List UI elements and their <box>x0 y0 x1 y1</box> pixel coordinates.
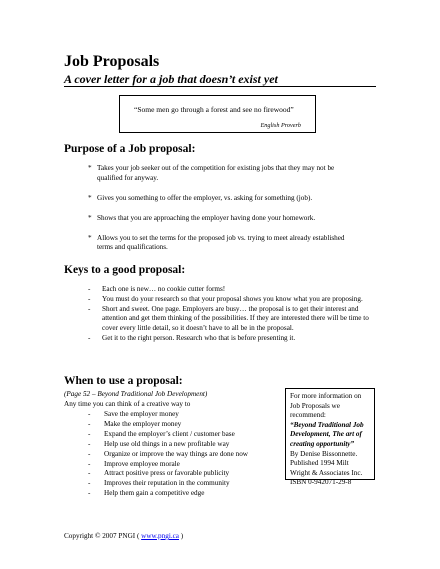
list-item-text: Short and sweet. One page. Employers are busy… the proposal is to get their interest and attention and get them thinking of the possibilities. If they are interested there will be time to cover every little detail, so it doesn’t have to all be in the proposal. <box>102 304 369 333</box>
bullet-marker: * <box>88 213 92 222</box>
when-heading: When to use a proposal: <box>64 375 183 387</box>
keys-list <box>88 285 374 344</box>
bullet-marker: - <box>88 469 91 478</box>
recommendation-intro: For more information on Job Proposals we recommend: <box>290 392 362 420</box>
list-item-text: Help them gain a competitive edge <box>104 489 205 498</box>
when-intro: Any time you can think of a creative way to <box>64 400 191 408</box>
list-item-text: Improves their reputation in the community <box>104 479 230 488</box>
bullet-marker: - <box>88 479 91 488</box>
list-item-text: Make the employer money <box>104 419 182 428</box>
list-item-text: Gives you something to offer the employer, vs. asking for something (job). <box>97 193 313 202</box>
bullet-marker: - <box>88 304 91 313</box>
bullet-marker: - <box>88 285 91 293</box>
list-item <box>88 410 288 420</box>
bullet-marker: - <box>88 439 91 448</box>
copyright-text: Copyright © 2007 PNGI ( <box>64 532 140 540</box>
list-item-text: You must do your research so that your proposal shows you know what you are proposing. <box>102 294 363 303</box>
book-title: “Beyond Traditional Job Development, The art of creating opportunity” <box>290 420 364 448</box>
list-item-text: Expand the employer’s client / customer base <box>104 429 235 438</box>
bullet-marker: - <box>88 410 91 418</box>
book-author: By Denise Bissonnette. <box>290 449 358 458</box>
book-publisher: Published 1994 Milt Wright & Associates Inc. <box>290 459 363 477</box>
list-item <box>88 194 358 204</box>
footer <box>64 532 183 540</box>
list-item <box>88 460 288 470</box>
list-item <box>88 164 358 183</box>
purpose-heading: Purpose of a Job proposal: <box>64 143 196 155</box>
list-item <box>88 305 374 334</box>
list-item-text: Attract positive press or favorable publicity <box>104 469 230 478</box>
list-item <box>88 234 358 253</box>
list-item-text: Shows that you are approaching the employer having done your homework. <box>97 213 316 222</box>
bullet-marker: - <box>88 333 91 342</box>
bullet-marker: * <box>88 164 92 172</box>
list-item-text: Help use old things in a new profitable way <box>104 439 230 448</box>
quote-box <box>119 95 316 133</box>
list-item <box>88 214 358 224</box>
list-item <box>88 334 374 344</box>
copyright-close: ) <box>179 532 184 540</box>
purpose-list <box>88 164 358 263</box>
website-link[interactable]: www.pngi.ca <box>141 532 179 540</box>
list-item <box>88 440 288 450</box>
quote-text: “Some men go through a forest and see no firewood” <box>134 105 294 114</box>
when-subheading: (Page 52 – Beyond Traditional Job Development) <box>64 390 208 398</box>
bullet-marker: - <box>88 489 91 498</box>
bullet-marker: * <box>88 233 92 242</box>
when-list <box>88 410 288 499</box>
list-item <box>88 489 288 499</box>
page-title: Job Proposals <box>64 53 160 70</box>
page-subtitle: A cover letter for a job that doesn’t exist yet <box>64 72 278 86</box>
recommendation-box <box>285 388 375 487</box>
list-item <box>88 420 288 430</box>
quote-source: English Proverb <box>260 122 301 129</box>
bullet-marker: - <box>88 294 91 303</box>
list-item-text: Get it to the right person. Research who that is before presenting it. <box>102 333 296 342</box>
list-item-text: Improve employee morale <box>104 459 180 468</box>
list-item-text: Save the employer money <box>104 410 179 418</box>
list-item-text: Each one is new… no cookie cutter forms! <box>102 285 226 293</box>
list-item-text: Takes your job seeker out of the competition for existing jobs that they may not be qualified for anyway. <box>97 164 335 182</box>
keys-heading: Keys to a good proposal: <box>64 264 186 276</box>
bullet-marker: - <box>88 459 91 468</box>
list-item <box>88 430 288 440</box>
bullet-marker: - <box>88 419 91 428</box>
title-divider <box>64 86 376 87</box>
bullet-marker: * <box>88 193 92 202</box>
list-item <box>88 479 288 489</box>
list-item-text: Allows you to set the terms for the proposed job vs. trying to meet already established terms and qualifications. <box>97 233 345 251</box>
bullet-marker: - <box>88 449 91 458</box>
list-item <box>88 469 288 479</box>
list-item-text: Organize or improve the way things are done now <box>104 449 248 458</box>
book-isbn: ISBN 0-942071-29-8 <box>290 478 352 487</box>
list-item <box>88 285 374 295</box>
list-item <box>88 295 374 305</box>
list-item <box>88 450 288 460</box>
bullet-marker: - <box>88 429 91 438</box>
